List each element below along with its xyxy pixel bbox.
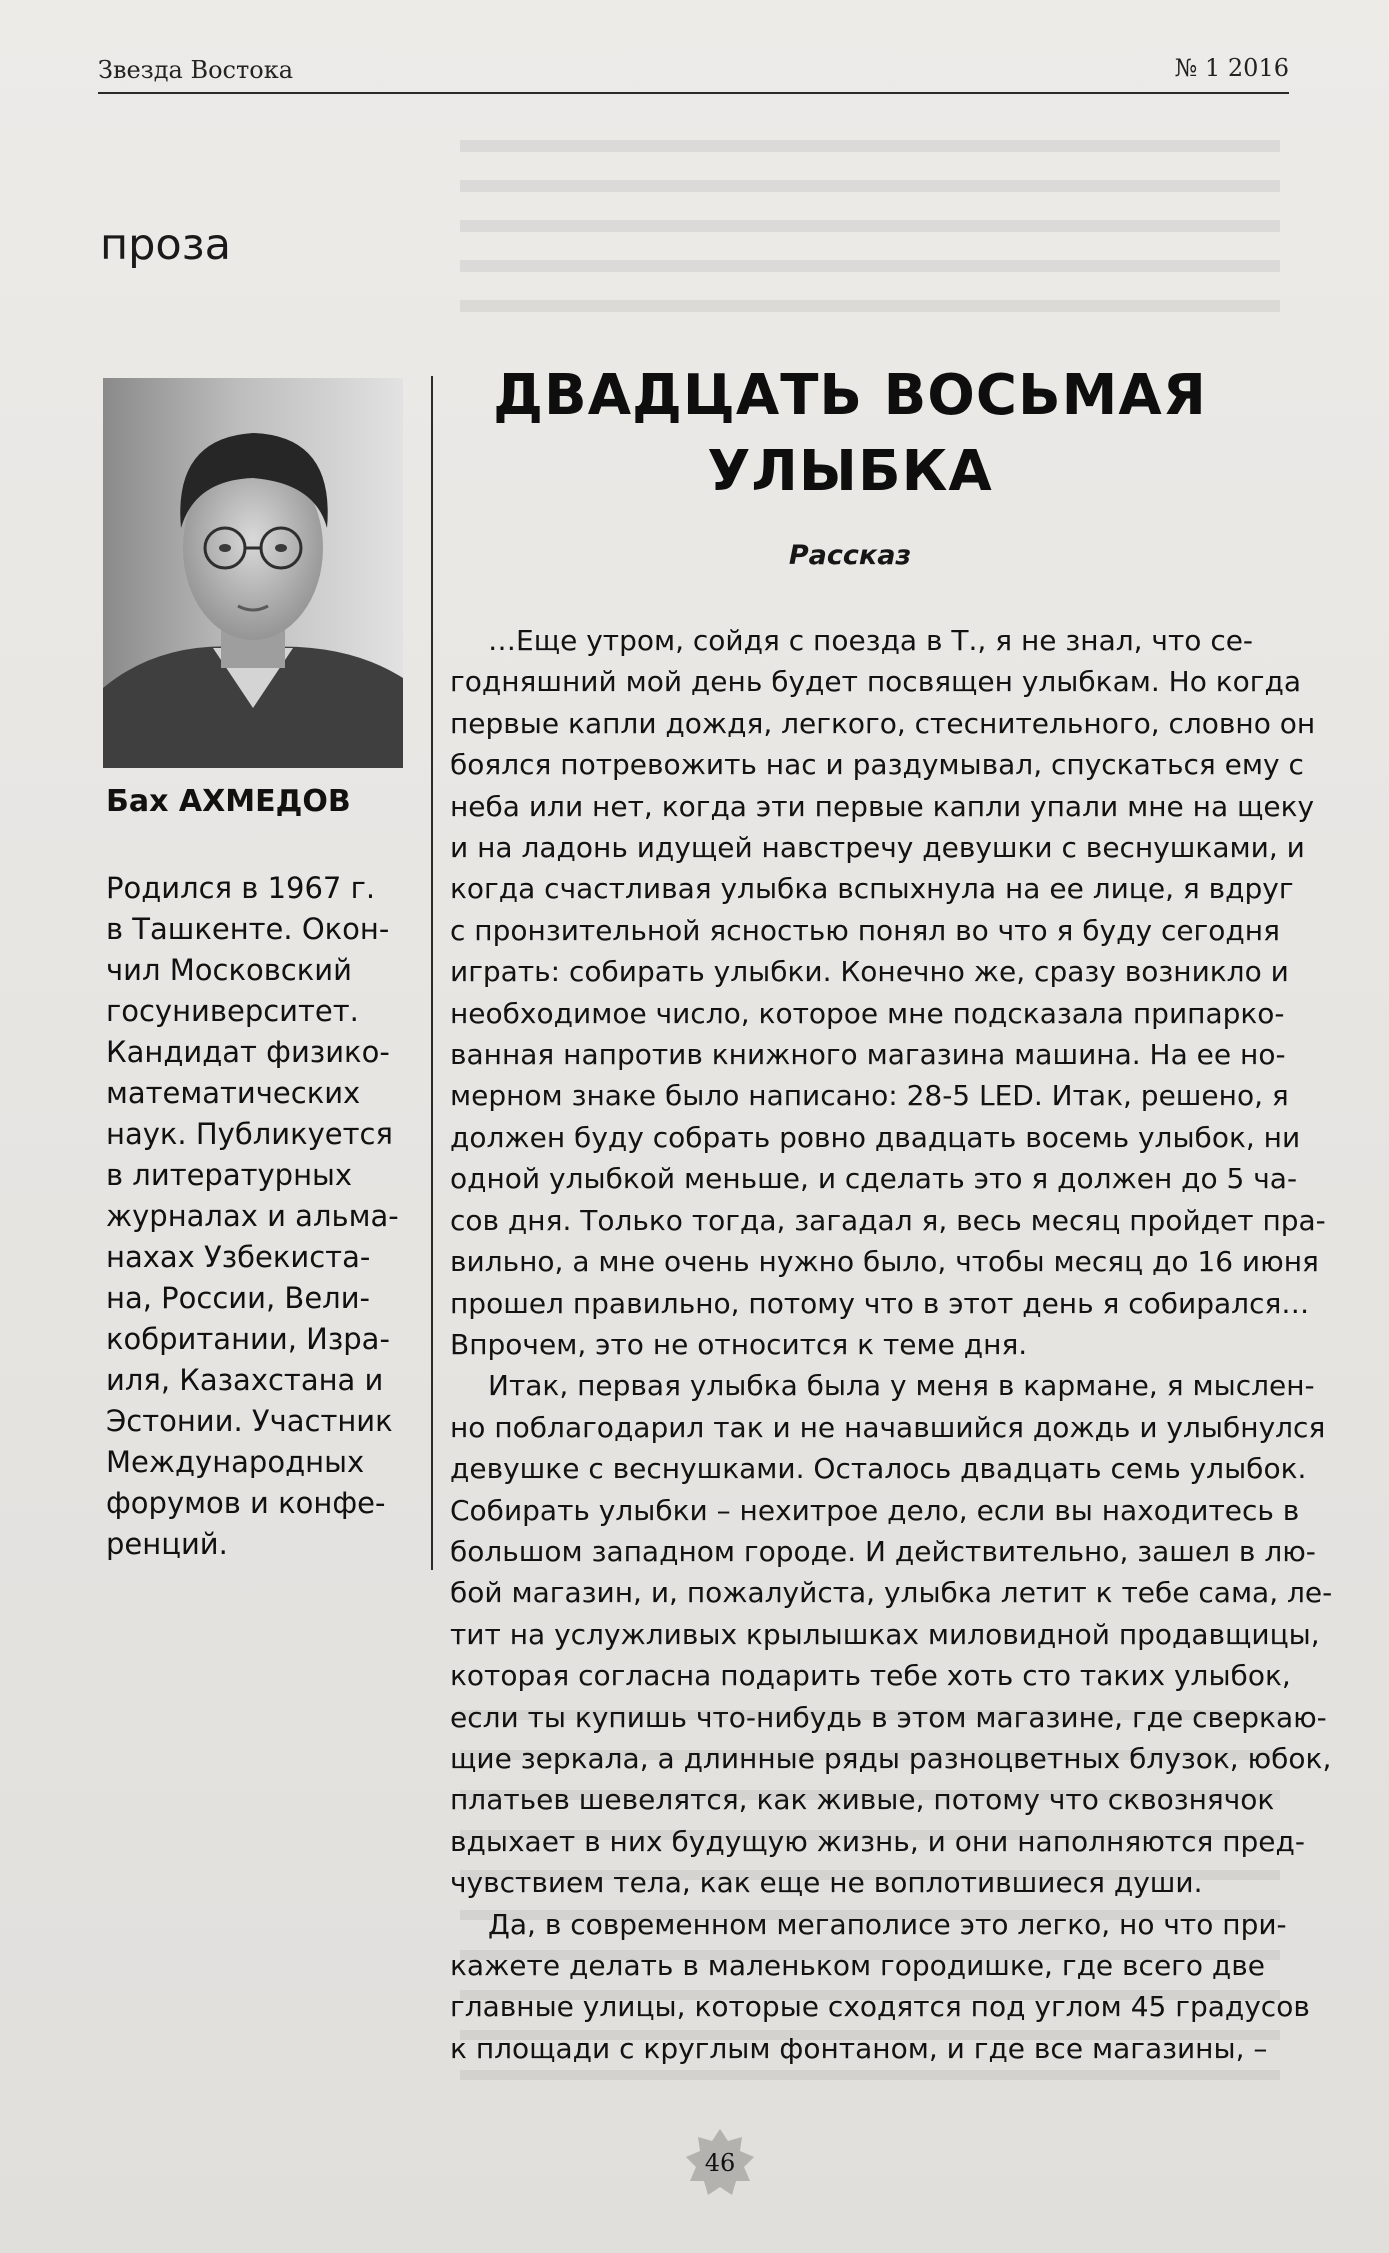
issue-number: № 1 2016 (1174, 54, 1289, 82)
bio-line: ренций. (106, 1527, 228, 1561)
text-line: но поблагодарил так и не начавшийся дождь и улыбнулся (450, 1410, 1326, 1444)
bio-line: в Ташкенте. Окон- (106, 912, 390, 946)
title-line: УЛЫБКА (707, 439, 993, 504)
text-line: Впрочем, это не относится к теме дня. (450, 1327, 1028, 1361)
text-line: ванная напротив книжного магазина машина. На ее но- (450, 1038, 1286, 1072)
bio-line: Родился в 1967 г. (106, 871, 376, 905)
text-line: которая согласна подарить тебе хоть сто таких улыбок, (450, 1659, 1291, 1693)
text-line: играть: собирать улыбки. Конечно же, сразу возникло и (450, 955, 1289, 989)
text-line: когда счастливая улыбка вспыхнула на ее лице, я вдруг (450, 872, 1294, 906)
text-line: Итак, первая улыбка была у меня в кармане, я мыслен- (488, 1369, 1315, 1403)
text-line: если ты купишь что-нибудь в этом магазине, где сверкаю- (450, 1700, 1327, 1734)
text-line: к площади с круглым фонтаном, и где все магазины, – (450, 2031, 1268, 2065)
text-line: первые капли дождя, легкого, стеснительного, словно он (450, 706, 1316, 740)
text-line: кажете делать в маленьком городишке, где всего две (450, 1949, 1266, 1982)
text-line: …Еще утром, сойдя с поезда в Т., я не знал, что се- (488, 624, 1254, 657)
text-line: девушке с веснушками. Осталось двадцать семь улыбок. (450, 1452, 1307, 1486)
section-label: проза (100, 220, 231, 270)
text-line: прошел правильно, потому что в этот день я собирался… (450, 1286, 1310, 1320)
text-line: годняшний мой день будет посвящен улыбкам. Но когда (450, 665, 1302, 699)
text-line: и на ладонь идущей навстречу девушки с веснушками, и (450, 831, 1305, 865)
bio-line: Эстонии. Участник (106, 1404, 393, 1438)
journal-name: Звезда Востока (98, 56, 294, 84)
running-header (98, 52, 1289, 94)
bio-line: журналах и альма- (106, 1199, 399, 1233)
author-name: Бах АХМЕДОВ (106, 784, 351, 819)
bio-line: наук. Публикуется (106, 1117, 393, 1151)
bio-line: форумов и конфе- (106, 1486, 386, 1520)
text-line: мерном знаке было написано: 28-5 LED. Итак, решено, я (450, 1079, 1289, 1113)
bio-line: иля, Казахстана и (106, 1363, 384, 1397)
page-number: 46 (704, 2149, 736, 2177)
author-bio (106, 868, 424, 1565)
article-genre: Рассказ (788, 540, 912, 571)
text-line: платьев шевелятся, как живые, потому что сквознячок (450, 1783, 1275, 1817)
text-line: Собирать улыбки – нехитрое дело, если вы находитесь в (450, 1493, 1300, 1527)
column-divider (431, 376, 433, 1570)
bio-line: на, России, Вели- (106, 1281, 371, 1315)
bio-line: чил Московский (106, 953, 352, 987)
text-line: щие зеркала, а длинные ряды разноцветных блузок, юбок, (450, 1741, 1332, 1775)
text-line: боялся потревожить нас и раздумывал, спускаться ему с (450, 748, 1304, 782)
page-number-badge (684, 2127, 756, 2199)
text-line: с пронзительной ясностью понял во что я буду сегодня (450, 913, 1280, 947)
bio-line: Кандидат физико- (106, 1035, 390, 1069)
text-line: сов дня. Только тогда, загадал я, весь месяц пройдет пра- (450, 1203, 1326, 1237)
bio-line: госуниверситет. (106, 994, 359, 1028)
article-title (470, 358, 1230, 510)
author-photo (103, 378, 403, 768)
text-line: Да, в современном мегаполисе это легко, но что при- (488, 1907, 1287, 1941)
text-line: одной улыбкой меньше, и сделать это я должен до 5 ча- (450, 1162, 1298, 1196)
text-line: тит на услужливых крылышках миловидной продавщицы, (450, 1617, 1320, 1651)
text-line: большом западном городе. И действительно, зашел в лю- (450, 1534, 1316, 1568)
article-body (450, 620, 1333, 2069)
bio-line: Международных (106, 1445, 365, 1479)
bio-line: нахах Узбекиста- (106, 1240, 371, 1274)
text-line: бой магазин, и, пожалуйста, улыбка летит к тебе сама, ле- (450, 1576, 1333, 1610)
text-line: необходимое число, которое мне подсказала припарко- (450, 996, 1285, 1030)
bio-line: в литературных (106, 1158, 353, 1192)
bio-line: кобритании, Изра- (106, 1322, 390, 1356)
text-line: главные улицы, которые сходятся под углом 45 градусов (450, 1990, 1310, 2024)
text-line: неба или нет, когда эти первые капли упали мне на щеку (450, 789, 1315, 823)
text-line: чувствием тела, как еще не воплотившиеся души. (450, 1866, 1203, 1900)
bio-line: математических (106, 1076, 361, 1110)
text-line: должен буду собрать ровно двадцать восемь улыбок, ни (450, 1120, 1301, 1154)
text-line: вильно, а мне очень нужно было, чтобы месяц до 16 июня (450, 1245, 1319, 1279)
title-line: ДВАДЦАТЬ ВОСЬМАЯ (493, 363, 1207, 428)
text-line: вдыхает в них будущую жизнь, и они наполняются пред- (450, 1824, 1305, 1858)
